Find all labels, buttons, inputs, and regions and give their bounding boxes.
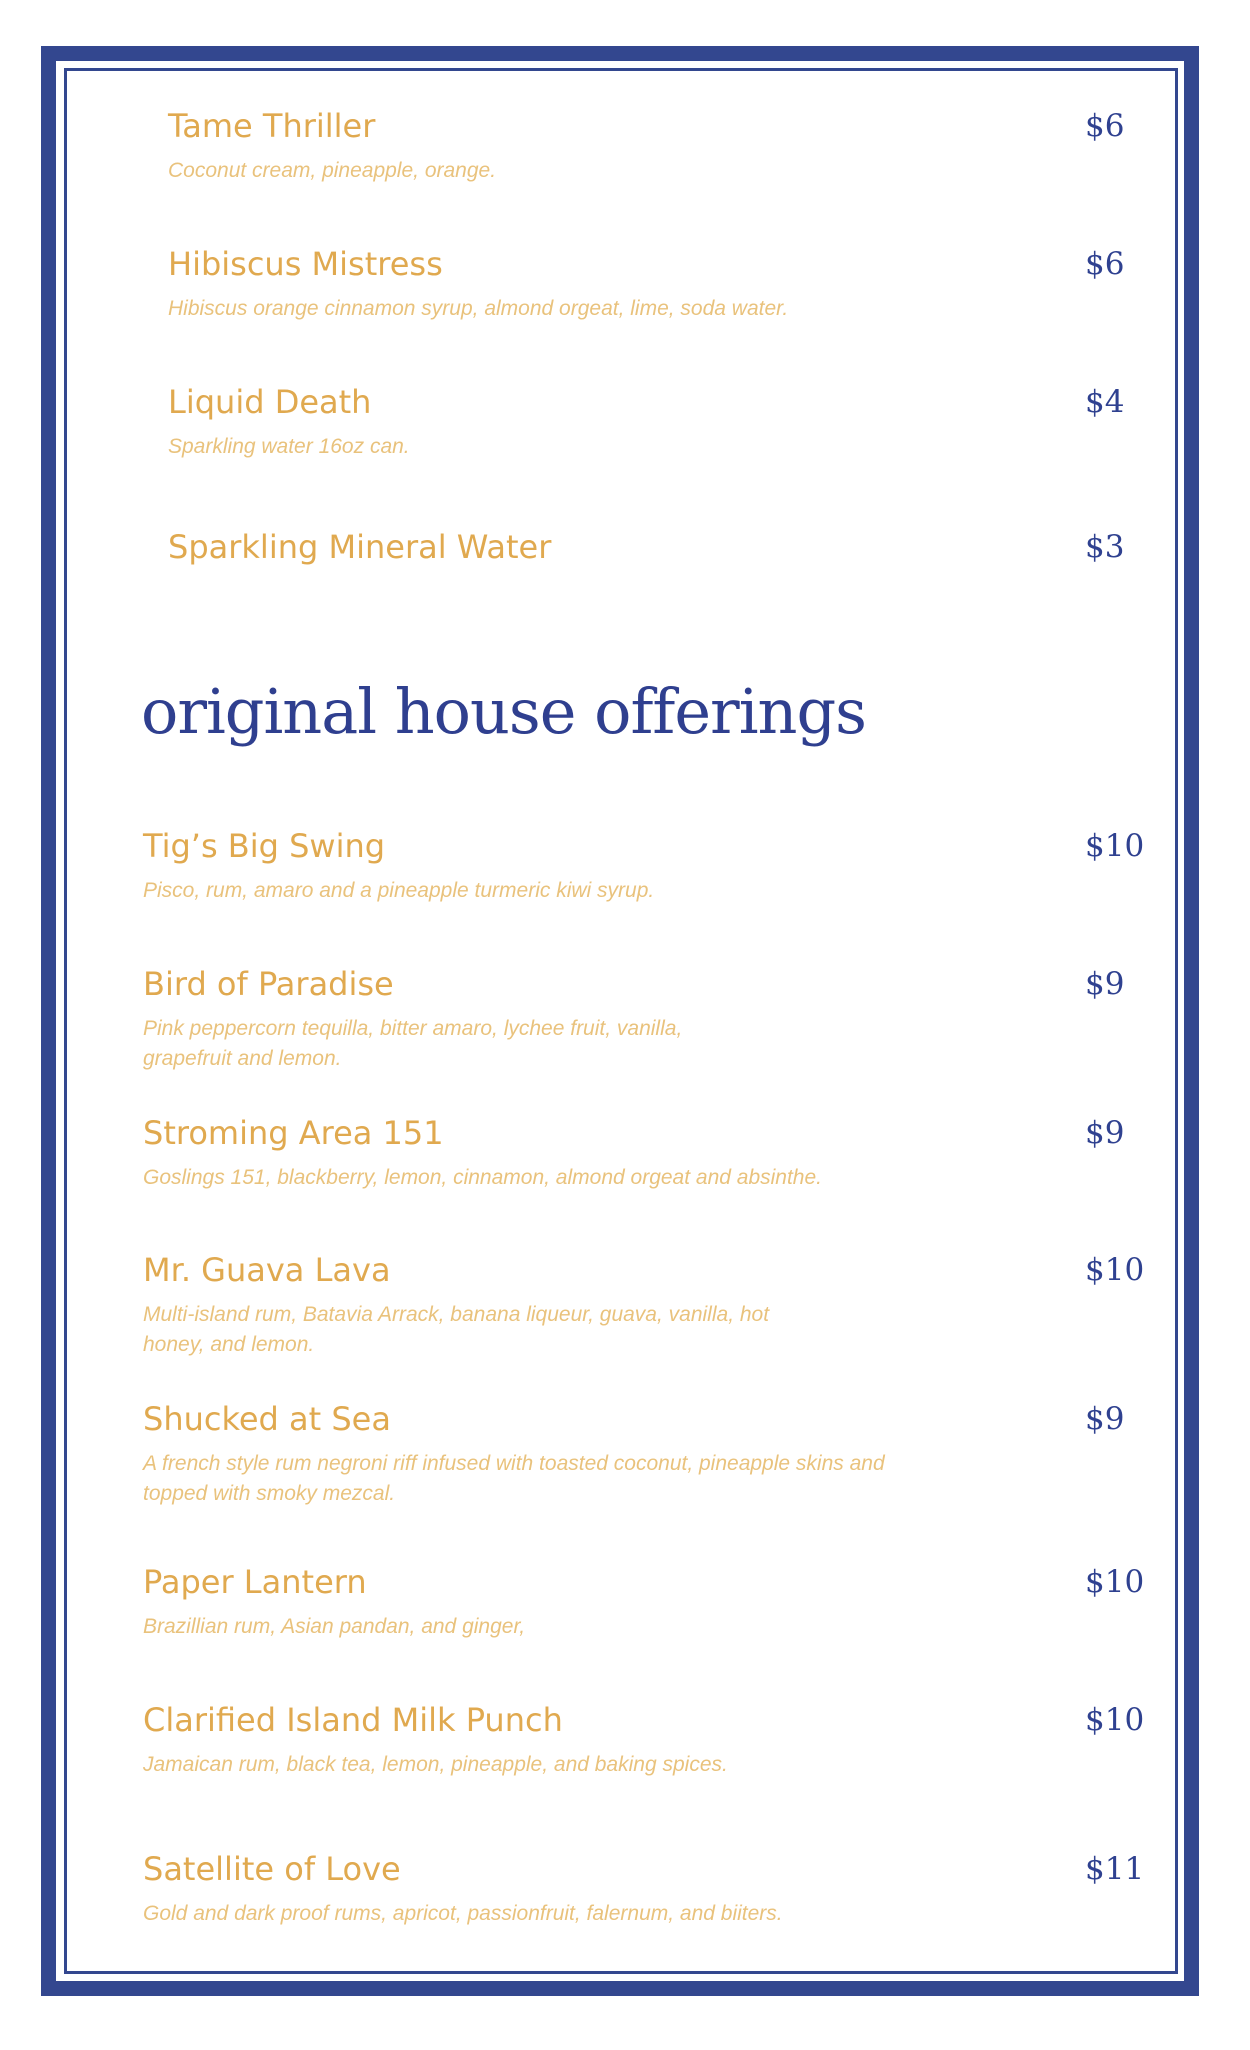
menu-item-name: Bird of Paradise xyxy=(143,965,394,1003)
menu-item-description: Coconut cream, pineapple, orange. xyxy=(168,159,497,182)
menu-item-price: $3 xyxy=(1085,529,1125,565)
menu-item-price: $9 xyxy=(1085,1115,1125,1151)
menu-item-price: $9 xyxy=(1085,966,1125,1002)
menu-item-name: Hibiscus Mistress xyxy=(168,245,443,283)
menu-item-description: Brazillian rum, Asian pandan, and ginger, xyxy=(143,1615,526,1638)
menu-item-price: $10 xyxy=(1085,1252,1145,1288)
menu-item-name: Sparkling Mineral Water xyxy=(168,528,552,566)
menu-item-description: Jamaican rum, black tea, lemon, pineapple, and baking spices. xyxy=(143,1753,728,1776)
menu-item-name: Stroming Area 151 xyxy=(143,1114,444,1152)
menu-item-name: Clarified Island Milk Punch xyxy=(143,1701,563,1739)
menu-item-name: Paper Lantern xyxy=(143,1563,367,1601)
menu-item-price: $10 xyxy=(1085,1564,1145,1600)
menu-item-name: Shucked at Sea xyxy=(143,1400,391,1438)
menu-item-name: Tame Thriller xyxy=(168,107,376,145)
menu-item-price: $6 xyxy=(1085,108,1125,144)
menu-item-price: $4 xyxy=(1085,384,1125,420)
menu-item-name: Tig’s Big Swing xyxy=(143,827,386,865)
menu-item-description: Multi-island rum, Batavia Arrack, banana liqueur, guava, vanilla, hot honey, and lemon. xyxy=(143,1303,770,1356)
menu-item-description: Sparkling water 16oz can. xyxy=(168,435,410,458)
section-title: original house offerings xyxy=(141,675,866,748)
menu-item-description: Gold and dark proof rums, apricot, passionfruit, falernum, and biiters. xyxy=(143,1902,783,1925)
menu-item-price: $10 xyxy=(1085,1702,1145,1738)
menu-item-description: A french style rum negroni riff infused with toasted coconut, pineapple skins and topped with smoky mezcal. xyxy=(143,1452,885,1505)
menu-item-price: $11 xyxy=(1085,1851,1145,1887)
menu-item-description: Hibiscus orange cinnamon syrup, almond orgeat, lime, soda water. xyxy=(168,297,789,320)
menu-item-price: $9 xyxy=(1085,1401,1125,1437)
menu-item-name: Satellite of Love xyxy=(143,1850,401,1888)
menu-item-description: Pink peppercorn tequilla, bitter amaro, lychee fruit, vanilla, grapefruit and lemon. xyxy=(143,1017,683,1070)
menu-item-description: Pisco, rum, amaro and a pineapple turmeric kiwi syrup. xyxy=(143,879,655,902)
menu-item-price: $6 xyxy=(1085,246,1125,282)
menu-item-name: Mr. Guava Lava xyxy=(143,1251,391,1289)
menu-item-description: Goslings 151, blackberry, lemon, cinnamon, almond orgeat and absinthe. xyxy=(143,1166,823,1189)
menu-item-price: $10 xyxy=(1085,828,1145,864)
menu-item-name: Liquid Death xyxy=(168,383,372,421)
